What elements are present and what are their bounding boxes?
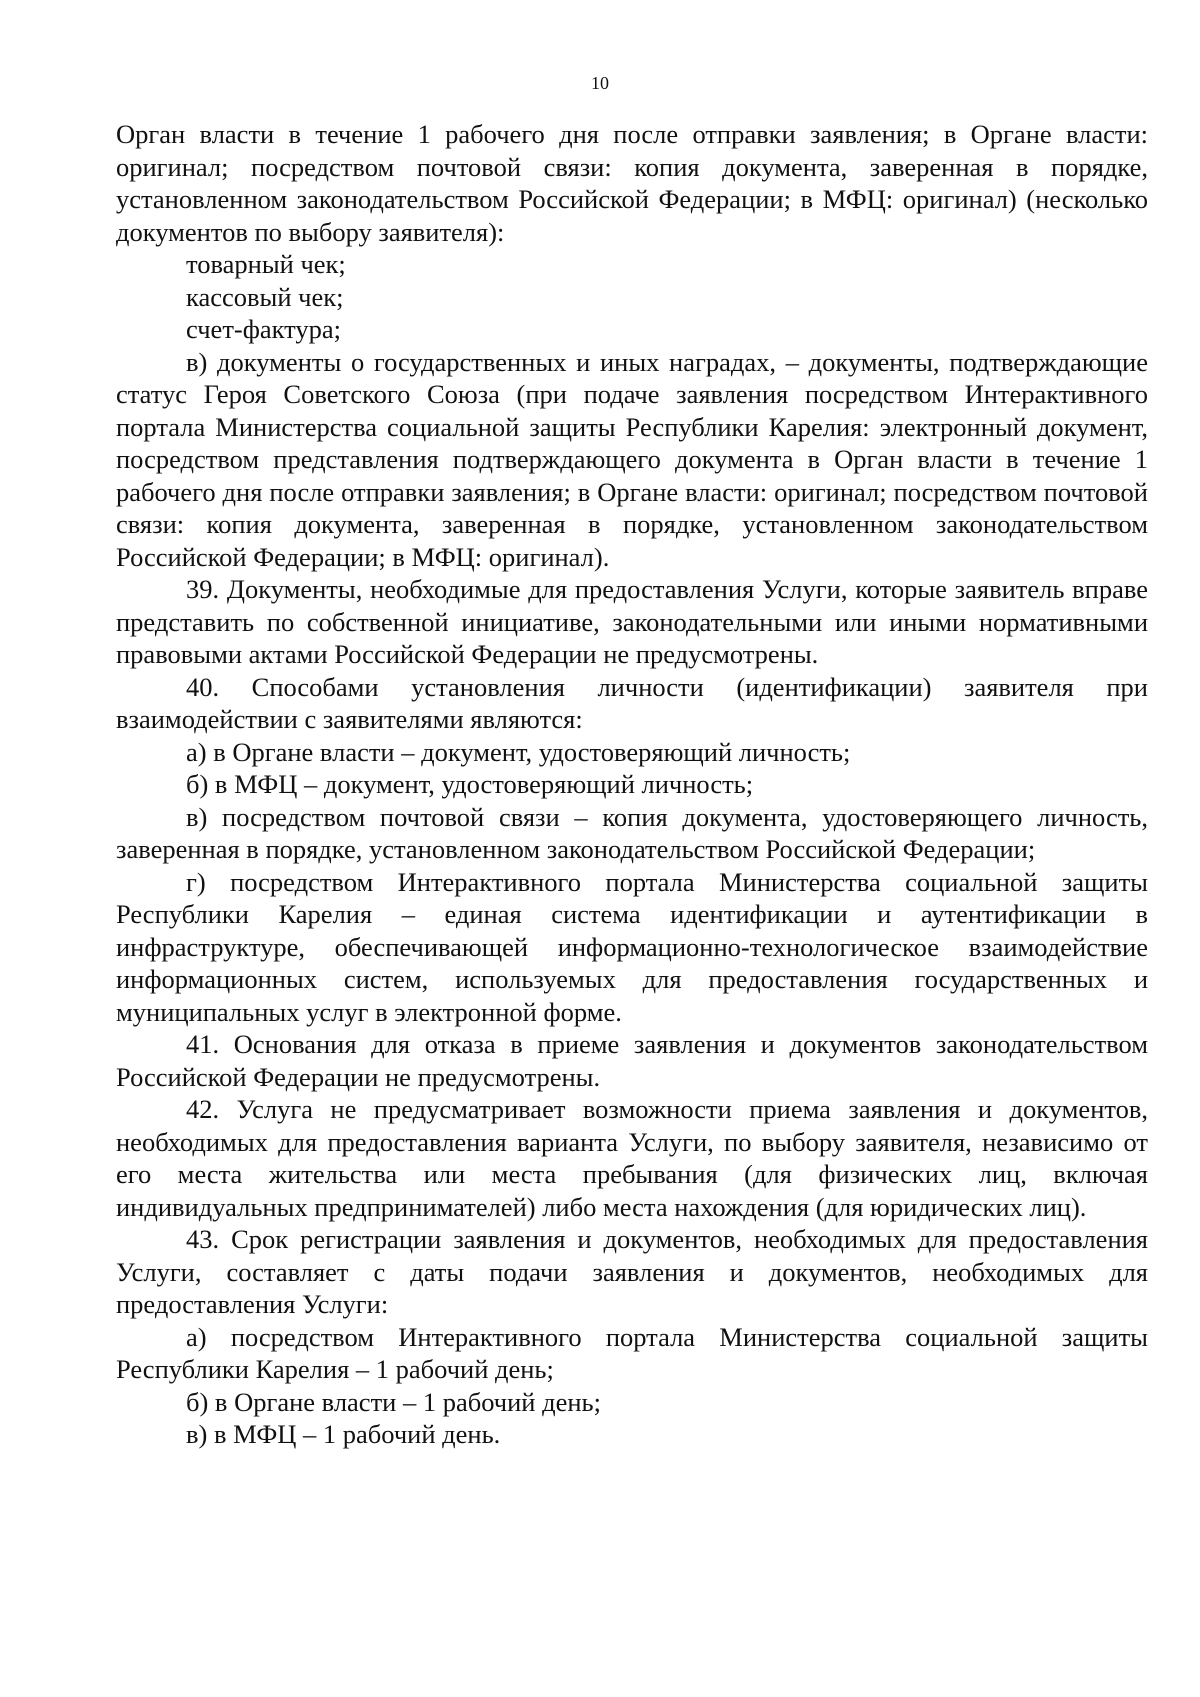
page-number: 10 bbox=[591, 73, 609, 93]
paragraph-item-40: 40. Способами установления личности (идентификации) заявителя при взаимодействии с заявителями являются: bbox=[116, 671, 1148, 734]
paragraph-item-40a: а) в Органе власти – документ, удостоверяющий личность; bbox=[186, 736, 851, 767]
paragraph-item-40v: в) посредством почтовой связи – копия документа, удостоверяющего личность, заверенная в порядке, установленном законодательством Российской Федерации; bbox=[116, 801, 1148, 864]
paragraph-item-39: 39. Документы, необходимые для предоставления Услуги, которые заявитель вправе представить по собственной инициативе, законодательными или иными нормативными правовыми актами Российской Федерации не предусмотрены. bbox=[116, 574, 1148, 669]
paragraph-item-43: 43. Срок регистрации заявления и документов, необходимых для предоставления Услуги, составляет с даты подачи заявления и документов, необходимых для предоставления Услуги: bbox=[116, 1224, 1148, 1319]
paragraph-awards-documents: в) документы о государственных и иных наградах, – документы, подтверждающие статус Героя Советского Союза (при подаче заявления посредством Интерактивного портала Министерства социальной защиты Республики Карелия: электронный документ, посредством представления подтверждающего документа в Орган власти в течение 1 рабочего дня после отправки заявления; в Органе власти: оригинал; посредством почтовой связи: копия документа, заверенная в порядке, установленном законодательством Российской Федерации; в МФЦ: оригинал). bbox=[116, 346, 1148, 572]
paragraph-continuation: Орган власти в течение 1 рабочего дня после отправки заявления; в Органе власти: оригинал; посредством почтовой связи: копия документа, заверенная в порядке, установленном законодательством Российской Федерации; в МФЦ: оригинал) (несколько документов по выбору заявителя): bbox=[116, 119, 1148, 247]
paragraph-item-43v: в) в МФЦ – 1 рабочий день. bbox=[186, 1419, 501, 1449]
list-item-cash-receipt: кассовый чек; bbox=[186, 281, 344, 312]
paragraph-item-43a: а) посредством Интерактивного портала Министерства социальной защиты Республики Карелия – 1 рабочий день; bbox=[116, 1321, 1148, 1384]
paragraph-item-43b: б) в Органе власти – 1 рабочий день; bbox=[186, 1386, 601, 1417]
paragraph-item-42: 42. Услуга не предусматривает возможности приема заявления и документов, необходимых для предоставления варианта Услуги, по выбору заявителя, независимо от его места жительства или места пребывания (для физических лиц, включая индивидуальных предпринимателей) либо места нахождения (для юридических лиц). bbox=[116, 1094, 1148, 1222]
paragraph-item-40b: б) в МФЦ – документ, удостоверяющий личность; bbox=[186, 769, 754, 799]
list-item-invoice: счет-фактура; bbox=[186, 314, 342, 344]
paragraph-item-41: 41. Основания для отказа в приеме заявления и документов законодательством Российской Федерации не предусмотрены. bbox=[116, 1029, 1148, 1092]
list-item-sales-receipt: товарный чек; bbox=[186, 249, 346, 279]
paragraph-item-40g: г) посредством Интерактивного портала Министерства социальной защиты Республики Карелия – единая система идентификации и аутентификации в инфраструктуре, обеспечивающей информационно-технологическое взаимодействие информационных систем, используемых для предоставления государственных и муниципальных услуг в электронной форме. bbox=[116, 866, 1148, 1027]
document-body bbox=[116, 118, 1148, 1451]
